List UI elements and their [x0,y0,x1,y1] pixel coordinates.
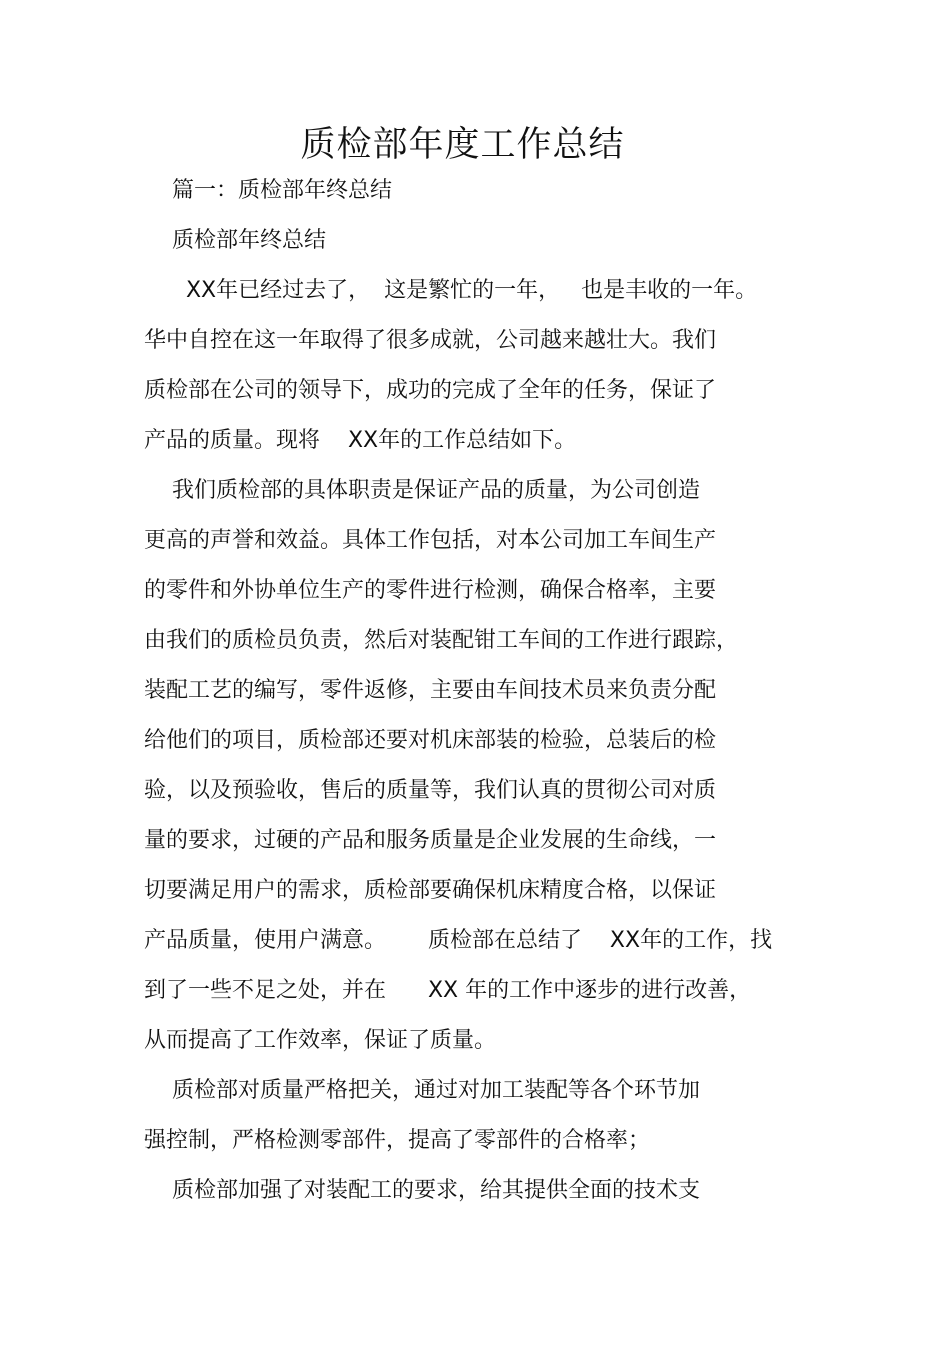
text-line: 篇一：质检部年终总结 [144,178,392,203]
text-line: 产品质量，使用户满意。 质检部在总结了 XX年的工作，找 [144,928,773,953]
text-line: 质检部对质量严格把关，通过对加工装配等各个环节加 [144,1078,700,1103]
text-line: 到了一些不足之处，并在 XX 年的工作中逐步的进行改善， [144,978,752,1003]
text-line: 产品的质量。现将 XX年的工作总结如下。 [144,428,577,453]
text-line: 强控制，严格检测零部件，提高了零部件的合格率； [144,1128,651,1153]
text-line: 从而提高了工作效率，保证了质量。 [144,1028,497,1053]
text-line: 质检部加强了对装配工的要求，给其提供全面的技术支 [144,1178,700,1203]
text-line: 更高的声誉和效益。具体工作包括，对本公司加工车间生产 [144,528,717,553]
text-line: 装配工艺的编写，零件返修，主要由车间技术员来负责分配 [144,678,717,703]
text-line: 我们质检部的具体职责是保证产品的质量，为公司创造 [144,478,700,503]
text-line: 华中自控在这一年取得了很多成就，公司越来越壮大。我们 [144,328,717,353]
text-line: 量的要求，过硬的产品和服务质量是企业发展的生命线，一 [144,828,717,853]
text-line: 的零件和外协单位生产的零件进行检测，确保合格率，主要 [144,578,717,603]
document-title: 质检部年度工作总结 [300,125,625,165]
text-line: 给他们的项目，质检部还要对机床部装的检验，总装后的检 [144,728,717,753]
text-line: 验，以及预验收，售后的质量等，我们认真的贯彻公司对质 [144,778,717,803]
text-line: 质检部在公司的领导下，成功的完成了全年的任务，保证了 [144,378,717,403]
text-line: 切要满足用户的需求，质检部要确保机床精度合格，以保证 [144,878,717,903]
text-line: 质检部年终总结 [144,228,326,253]
text-line: XX年已经过去了， 这是繁忙的一年， 也是丰收的一年。 [144,278,758,303]
text-line: 由我们的质检员负责，然后对装配钳工车间的工作进行跟踪， [144,628,739,653]
